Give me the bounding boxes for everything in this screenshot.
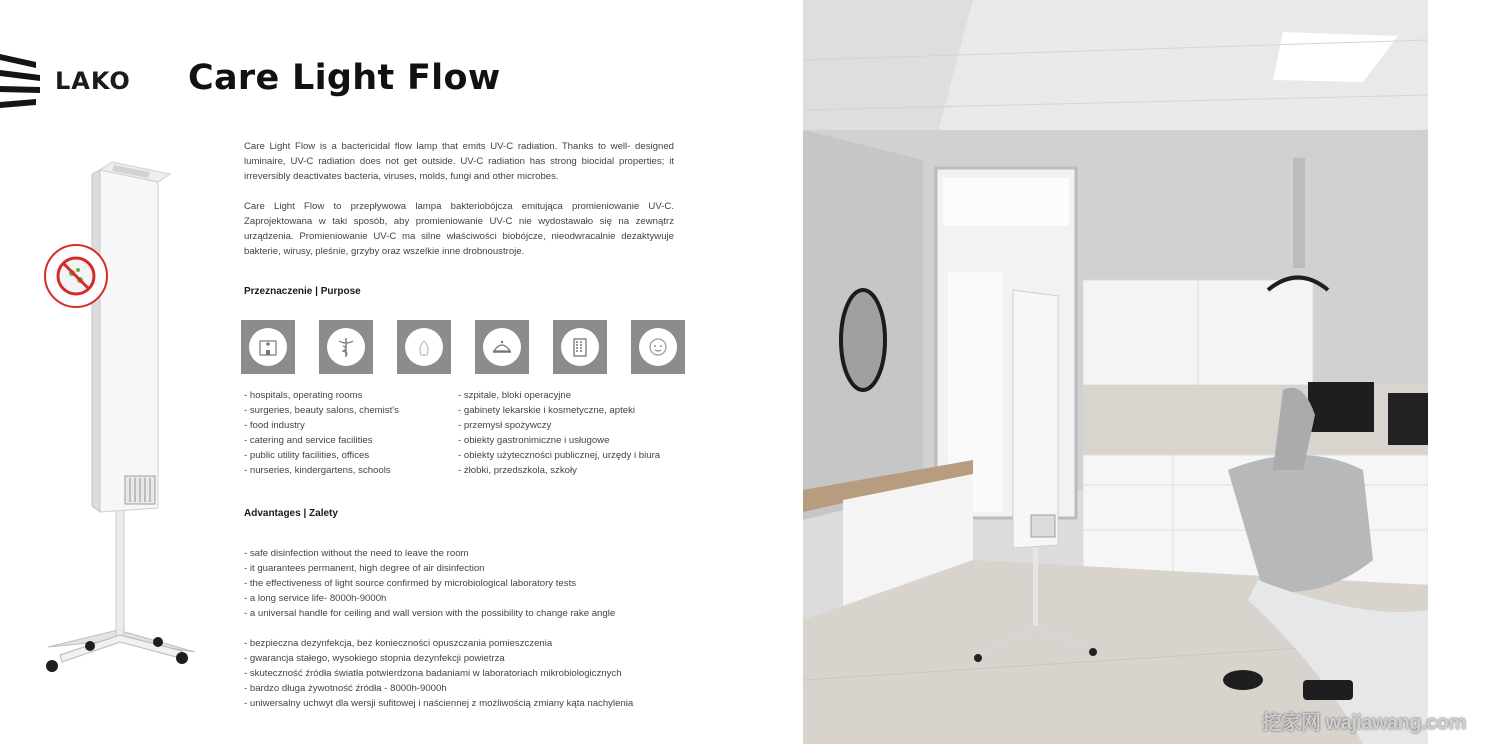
purpose-icons xyxy=(241,320,685,374)
list-item: - żłobki, przedszkola, szkoły xyxy=(458,465,577,476)
no-bacteria-badge xyxy=(43,243,109,309)
advantages-list-en xyxy=(244,546,615,621)
office-building-icon xyxy=(553,320,607,374)
beauty-icon xyxy=(397,320,451,374)
logo-text: LAKO xyxy=(55,67,131,95)
advantages-heading: Advantages | Zalety xyxy=(244,508,338,519)
list-item: - przemysł spożywczy xyxy=(458,420,552,431)
list-item: - szpitale, bloki operacyjne xyxy=(458,390,572,401)
medical-caduceus-icon xyxy=(319,320,373,374)
lamp-product-image xyxy=(30,160,210,680)
list-item: - the effectiveness of light source confirmed by microbiological laboratory tests xyxy=(244,578,577,589)
list-item: - gabinety lekarskie i kosmetyczne, apteki xyxy=(458,405,636,416)
list-item: - skuteczność źródła światła potwierdzona badaniami w laboratoriach mikrobiologicznych xyxy=(244,668,622,679)
list-item: - it guarantees permanent, high degree of air disinfection xyxy=(244,563,485,574)
list-item: - a universal handle for ceiling and wall version with the possibility to change rake angle xyxy=(244,608,616,619)
nursery-face-icon xyxy=(631,320,685,374)
catering-cloche-icon xyxy=(475,320,529,374)
purpose-heading: Przeznaczenie | Purpose xyxy=(244,286,361,297)
list-item: - safe disinfection without the need to leave the room xyxy=(244,548,469,559)
advantages-list-pl xyxy=(244,636,633,711)
hospital-icon xyxy=(241,320,295,374)
list-item: - food industry xyxy=(244,420,305,431)
list-item: - uniwersalny uchwyt dla wersji sufitowej i naściennej z możliwością zmiany kąta nachylenia xyxy=(244,698,634,709)
purpose-list-pl xyxy=(458,388,660,478)
page-title: Care Light Flow xyxy=(188,58,501,98)
description-en: Care Light Flow is a bactericidal flow lamp that emits UV-C radiation. Thanks to well- designed luminaire, UV-C radiation does not get outside. UV-C radiation has strong biocidal properties; it irreversibly deactivates bacteria, viruses, molds, fungi and other microbes. xyxy=(244,141,674,182)
list-item: - bezpieczna dezynfekcja, bez konieczności opuszczania pomieszczenia xyxy=(244,638,553,649)
list-item: - hospitals, operating rooms xyxy=(244,390,363,401)
list-item: - nurseries, kindergartens, schools xyxy=(244,465,391,476)
purpose-list-en xyxy=(244,388,399,478)
dental-room-photo xyxy=(803,0,1428,744)
description-pl: Care Light Flow to przepływowa lampa bakteriobójcza emitująca promieniowanie UV-C. Zaprojektowana w taki sposób, aby promieniowanie UV-C nie wydostawało się na zewnątrz urządzenia. Promieniowanie UV-C ma silne właściwości biobójcze, nieodwracalnie dezaktywuje bakterie, wirusy, pleśnie, grzyby oraz wszelkie inne drobnoustroje. xyxy=(244,201,674,257)
list-item: - obiekty gastronimiczne i usługowe xyxy=(458,435,610,446)
list-item: - bardzo długa żywotność źródła - 8000h-9000h xyxy=(244,683,447,694)
list-item: - a long service life- 8000h-9000h xyxy=(244,593,387,604)
watermark: 挖家网 wajiawang.com xyxy=(1262,712,1466,734)
list-item: - gwarancja stałego, wysokiego stopnia dezynfekcji powietrza xyxy=(244,653,505,664)
list-item: - catering and service facilities xyxy=(244,435,373,446)
list-item: - public utility facilities, offices xyxy=(244,450,370,461)
list-item: - obiekty użyteczności publicznej, urzędy i biura xyxy=(458,450,661,461)
list-item: - surgeries, beauty salons, chemist's xyxy=(244,405,399,416)
